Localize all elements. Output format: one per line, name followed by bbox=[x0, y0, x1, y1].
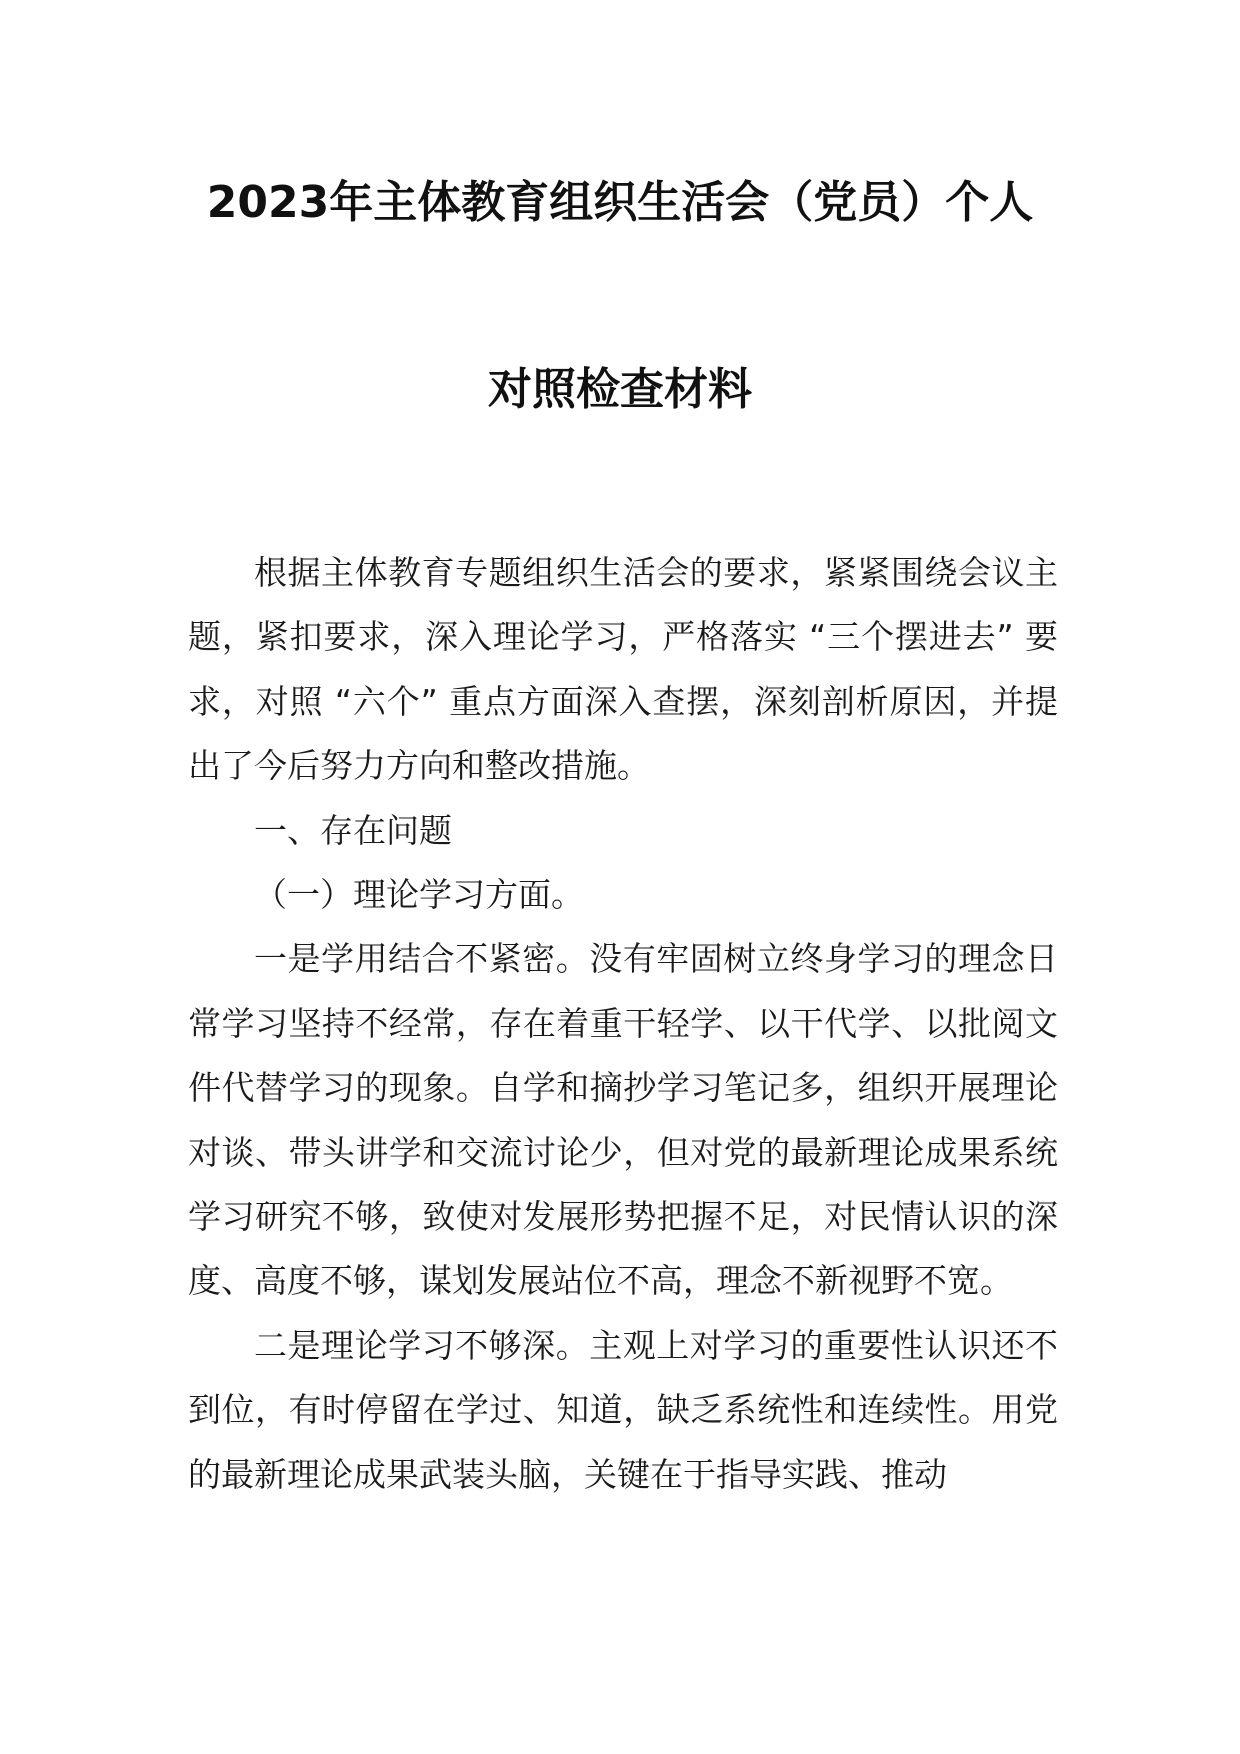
section-heading-problems: 一、存在问题 bbox=[254, 810, 452, 850]
subsection-heading-theory-study: （一）理论学习方面。 bbox=[254, 875, 584, 915]
document-body bbox=[188, 541, 1058, 1507]
intro-paragraph: 根据主体教育专题组织生活会的要求，紧紧围绕会议主题，紧扣要求，深入理论学习，严格落实 “三个摆进去” 要求，对照 “六个” 重点方面深入查摆，深刻剖析原因，并提出了今后努力方向和整改措施。 bbox=[188, 553, 1058, 786]
document-title-line-2: 对照检查材料 bbox=[488, 364, 752, 415]
paragraph-point-two: 二是理论学习不够深。主观上对学习的重要性认识还不到位，有时停留在学过、知道，缺乏系统性和连续性。用党的最新理论成果武装头脑，关键在于指导实践、推动 bbox=[188, 1325, 1058, 1494]
document-title-line-1: 2023年主体教育组织生活会（党员）个人 bbox=[206, 177, 1034, 228]
paragraph-point-one: 一是学用结合不紧密。没有牢固树立终身学习的理念日常学习坚持不经常，存在着重干轻学、以干代学、以批阅文件代替学习的现象。自学和摘抄学习笔记多，组织开展理论对谈、带头讲学和交流讨论少，但对党的最新理论成果系统学习研究不够，致使对发展形势把握不足，对民情认识的深度、高度不够，谋划发展站位不高，理念不新视野不宽。 bbox=[188, 939, 1058, 1301]
